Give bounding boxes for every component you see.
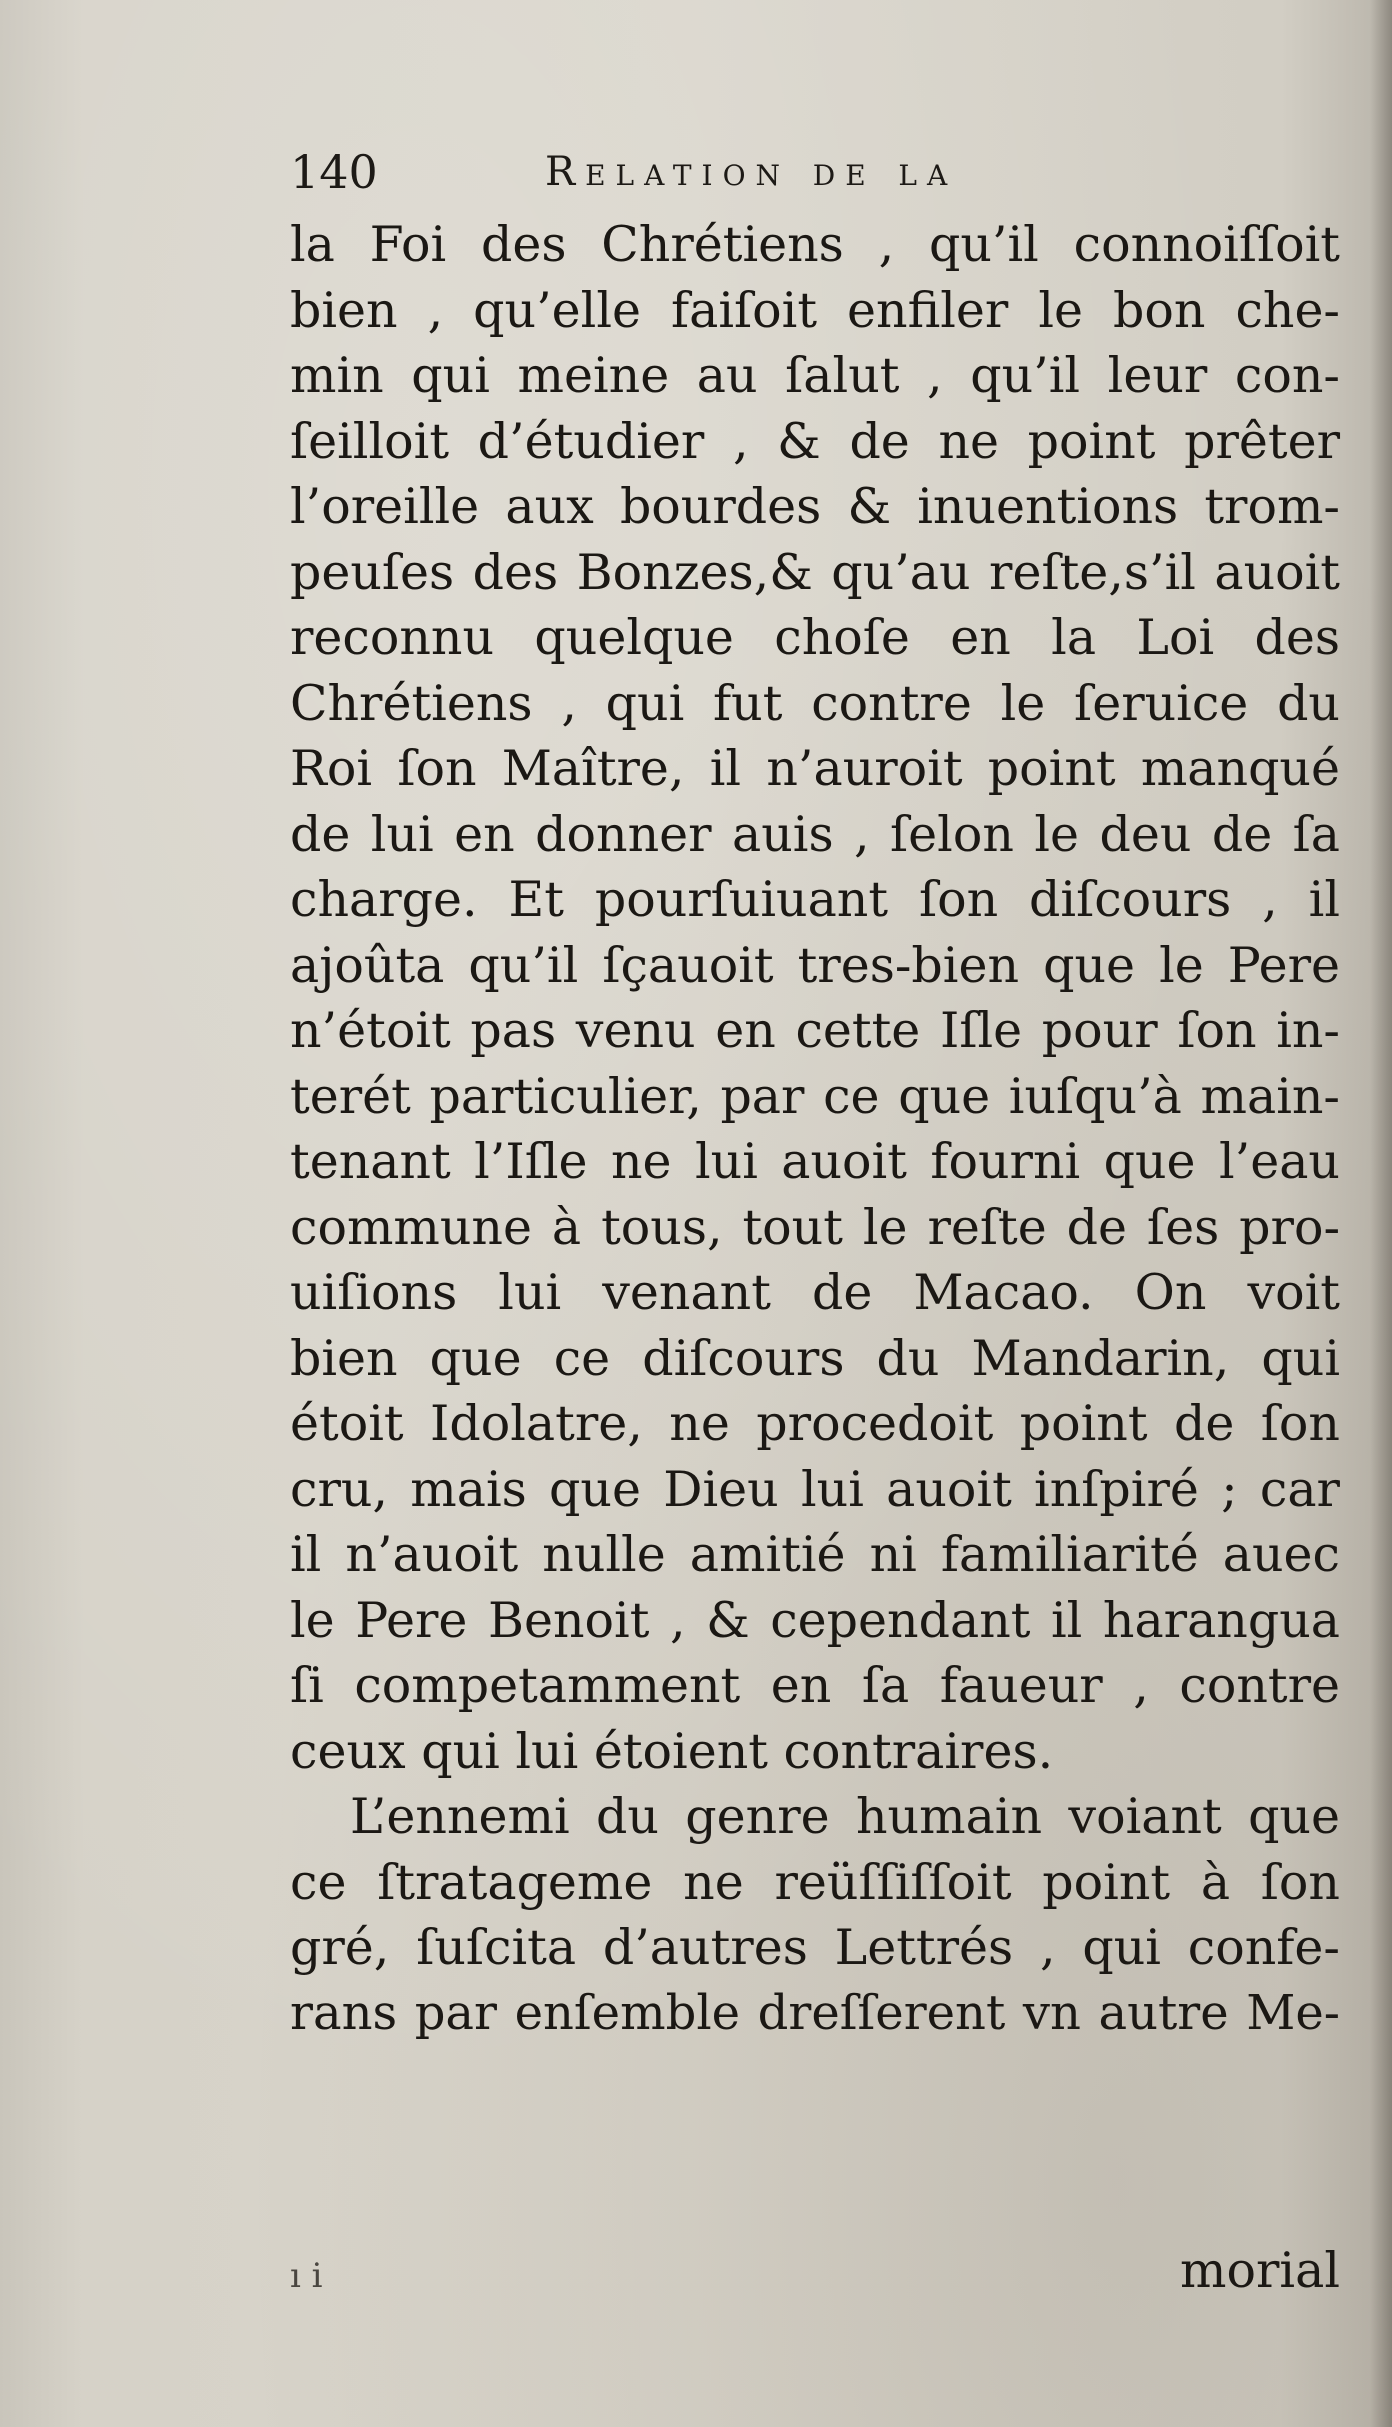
text-line: Chrétiens , qui fut contre le ſeruice du	[290, 674, 1340, 732]
text-line: étoit Idolatre, ne procedoit point de ſon	[290, 1395, 1340, 1452]
text-line: cru, mais que Dieu lui auoit inſpiré ; car	[290, 1460, 1340, 1518]
text-line: la Foi des Chrétiens , qu’il connoiſſoit	[290, 216, 1340, 273]
catchword: morial	[1180, 2242, 1340, 2299]
text-line: n’étoit pas venu en cette Iſle pour ſon in-	[290, 1002, 1340, 1059]
paragraph-end-line: ceux qui lui étoient contraires.	[290, 1722, 1054, 1780]
text-line: bien , qu’elle faiſoit enfiler le bon che-	[290, 281, 1340, 339]
text-line: gré, ſuſcita d’autres Lettrés , qui confe-	[290, 1919, 1340, 1976]
text-line: charge. Et pourſuiuant ſon diſcours , il	[290, 871, 1340, 928]
text-line: terét particulier, par ce que iuſqu’à main-	[290, 1067, 1340, 1125]
text-line: l’oreille aux bourdes & inuentions trom-	[290, 478, 1340, 535]
text-line: il n’auoit nulle amitié ni familiarité auec	[290, 1526, 1340, 1583]
signature-mark: ı i	[290, 2256, 323, 2296]
text-line: peuſes des Bonzes,& qu’au reſte,s’il auoit	[290, 543, 1340, 601]
text-line: ajoûta qu’il ſçauoit tres-bien que le Pere	[290, 936, 1340, 994]
running-title: Relation de la	[545, 149, 958, 195]
text-line: tenant l’Iſle ne lui auoit fourni que l’eau	[290, 1133, 1340, 1190]
text-line: min qui meine au ſalut , qu’il leur con-	[290, 347, 1340, 404]
text-line: de lui en donner auis , ſelon le deu de ſa	[290, 805, 1340, 863]
text-line: bien que ce diſcours du Mandarin, qui	[290, 1329, 1340, 1387]
paragraph-start-line: L’ennemi du genre humain voiant que	[350, 1788, 1340, 1845]
page-number: 140	[290, 145, 378, 199]
text-line: reconnu quelque choſe en la Loi des	[290, 609, 1340, 666]
page-footer	[290, 2236, 1340, 2316]
body-text	[290, 212, 1340, 2046]
text-line: rans par enſemble dreſſerent vn autre Me-	[290, 1984, 1340, 2041]
text-line: commune à tous, tout le reſte de ſes pro-	[290, 1198, 1340, 1256]
text-line: ce ſtratageme ne reüſſiſſoit point à ſon	[290, 1853, 1340, 1911]
text-line: ſi competamment en ſa faueur , contre	[290, 1657, 1340, 1714]
running-head	[290, 140, 1190, 204]
text-line: uiſions lui venant de Macao. On voit	[290, 1264, 1340, 1321]
text-line: le Pere Benoit , & cependant il harangua	[290, 1591, 1340, 1649]
text-line: Roi ſon Maître, il n’auroit point manqué	[290, 740, 1340, 797]
text-line: ſeilloit d’étudier , & de ne point prêter	[290, 412, 1340, 470]
